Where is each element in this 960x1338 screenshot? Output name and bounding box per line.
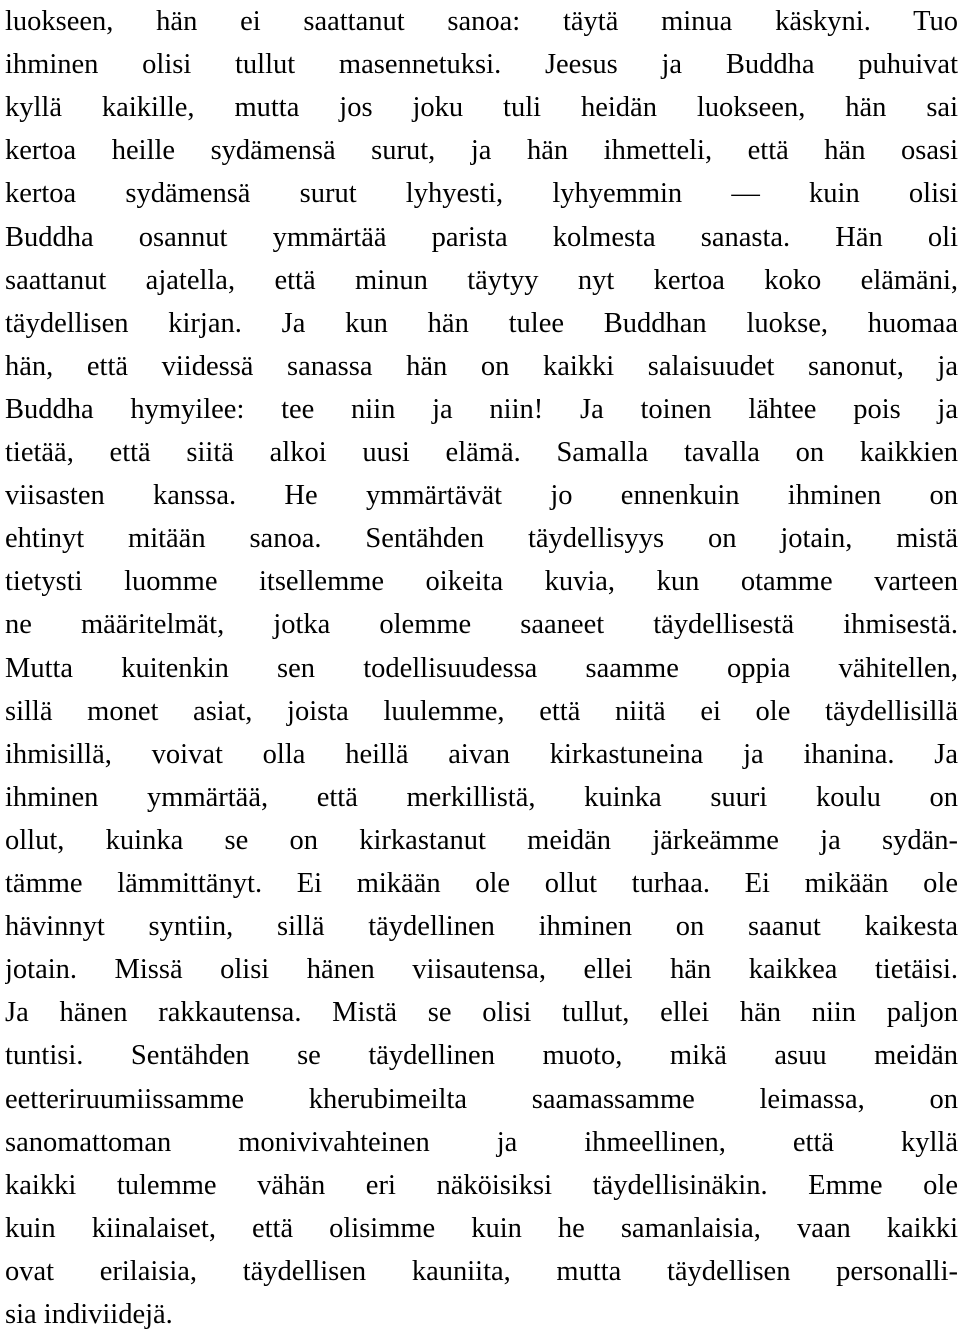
text-line: eetteriruumiissamme kherubimeilta saamassamme leimassa, on (5, 1083, 958, 1115)
text-line: täydellisen kirjan. Ja kun hän tulee Buddhan luokse, huomaa (5, 307, 958, 339)
text-line: luokseen, hän ei saattanut sanoa: täytä minua käskyni. Tuo (5, 6, 958, 37)
text-line: kyllä kaikille, mutta jos joku tuli heidän luokseen, hän sai (5, 92, 958, 124)
document-page (5, 0, 958, 1338)
text-line: tietää, että siitä alkoi uusi elämä. Samalla tavalla on kaikkien (5, 437, 958, 468)
text-line: ne määritelmät, jotka olemme saaneet täydellisestä ihmisestä. (5, 609, 958, 641)
text-line: Buddha osannut ymmärtää parista kolmesta sanasta. Hän oli (5, 221, 958, 253)
text-line: hävinnyt syntiin, sillä täydellinen ihminen on saanut kaikesta (5, 911, 958, 943)
text-line: hän, että viidessä sanassa hän on kaikki salaisuudet sanonut, ja (5, 350, 958, 382)
text-line: ihmisillä, voivat olla heillä aivan kirkastuneina ja ihanina. Ja (5, 738, 958, 770)
text-line: Ja hänen rakkautensa. Mistä se olisi tullut, ellei hän niin paljon (5, 997, 958, 1029)
text-line: kertoa sydämensä surut lyhyesti, lyhyemmin — kuin olisi (5, 178, 958, 210)
text-line: tietysti luomme itsellemme oikeita kuvia, kun otamme varteen (5, 566, 958, 598)
text-line: kertoa heille sydämensä surut, ja hän ihmetteli, että hän osasi (5, 135, 958, 167)
text-line: ollut, kuinka se on kirkastanut meidän järkeämme ja sydän- (5, 824, 958, 856)
text-line: tuntisi. Sentähden se täydellinen muoto, mikä asuu meidän (5, 1040, 958, 1072)
text-line: tämme lämmittänyt. Ei mikään ole ollut turhaa. Ei mikään ole (5, 868, 958, 899)
text-line: Mutta kuitenkin sen todellisuudessa saamme oppia vähitellen, (5, 652, 958, 684)
text-line: Buddha hymyilee: tee niin ja niin! Ja toinen lähtee pois ja (5, 393, 958, 425)
text-line: viisasten kanssa. He ymmärtävät jo ennenkuin ihminen on (5, 480, 958, 512)
text-line: ehtinyt mitään sanoa. Sentähden täydellisyys on jotain, mistä (5, 523, 958, 555)
text-line: kaikki tulemme vähän eri näköisiksi täydellisinäkin. Emme ole (5, 1169, 958, 1201)
text-line: kuin kiinalaiset, että olisimme kuin he samanlaisia, vaan kaikki (5, 1212, 958, 1244)
text-line: ihminen olisi tullut masennetuksi. Jeesus ja Buddha puhuivat (5, 49, 958, 81)
text-line: jotain. Missä olisi hänen viisautensa, ellei hän kaikkea tietäisi. (5, 954, 958, 986)
text-line: sillä monet asiat, joista luulemme, että niitä ei ole täydellisillä (5, 695, 958, 727)
text-line: saattanut ajatella, että minun täytyy nyt kertoa koko elämäni, (5, 264, 958, 296)
text-line: ovat erilaisia, täydellisen kauniita, mutta täydellisen personalli- (5, 1255, 958, 1287)
text-line: sia indiviidejä. (5, 1299, 173, 1330)
text-line: ihminen ymmärtää, että merkillistä, kuinka suuri koulu on (5, 781, 958, 813)
text-line: sanomattoman monivivahteinen ja ihmeellinen, että kyllä (5, 1126, 958, 1158)
